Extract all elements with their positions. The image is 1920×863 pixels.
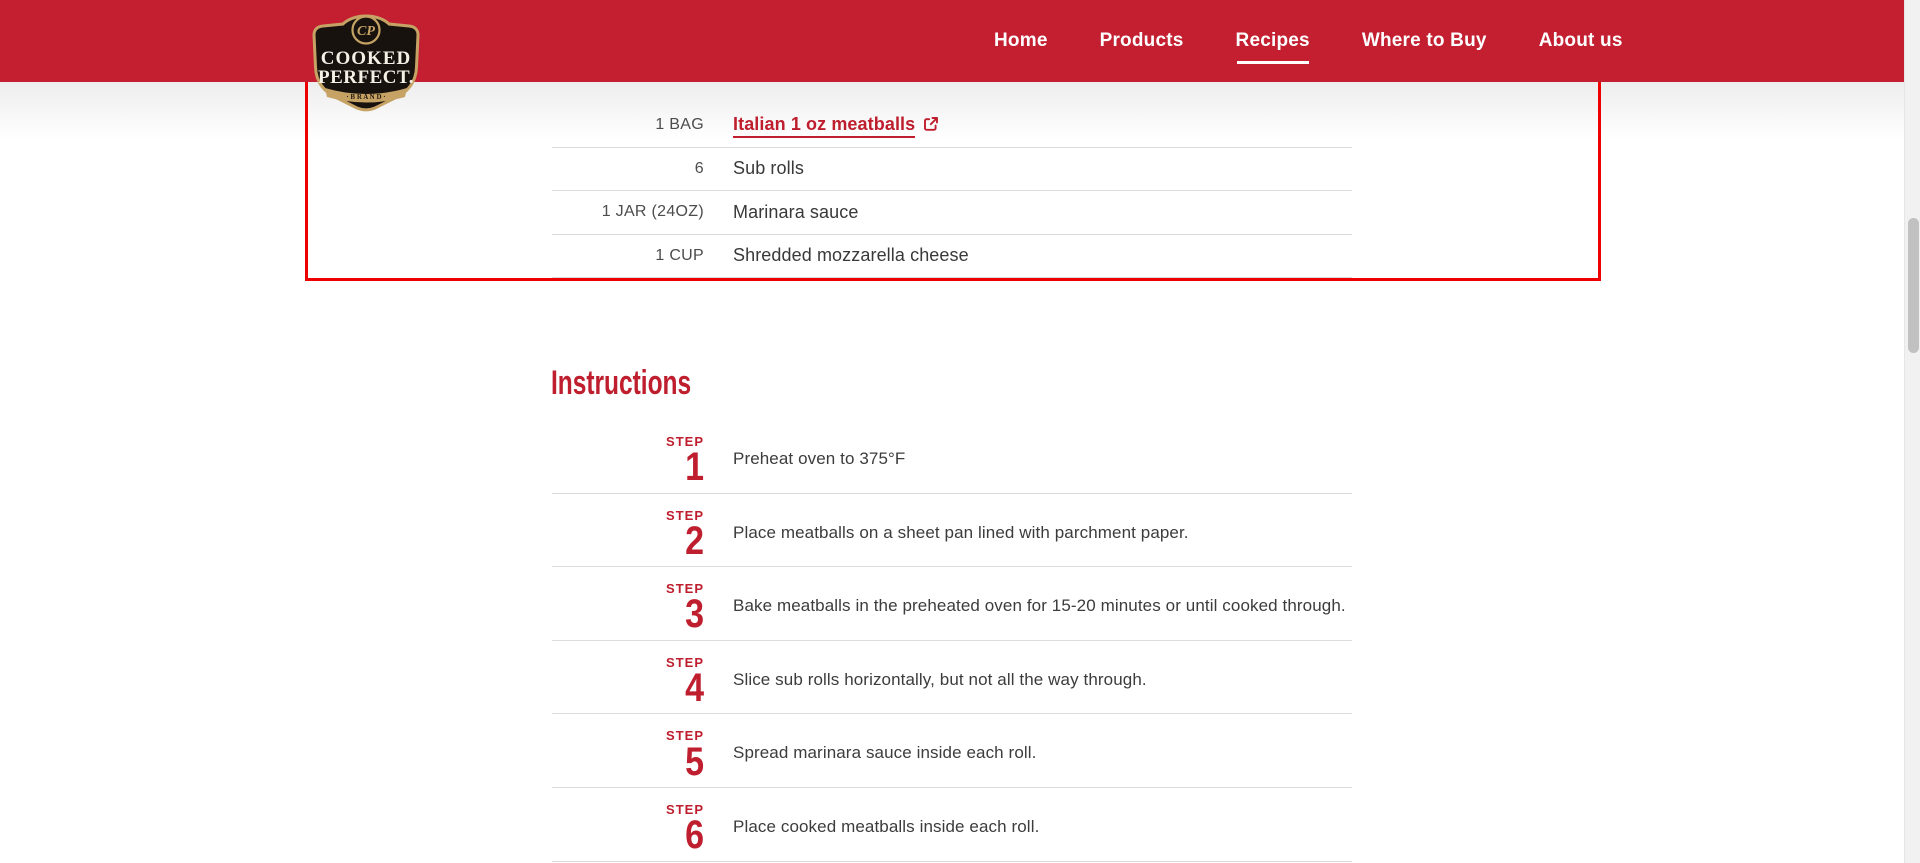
nav-item-about-us[interactable]: About us [1538, 30, 1623, 51]
nav-item-recipes[interactable]: Recipes [1235, 30, 1310, 51]
ingredient-quantity: 1 JAR (24OZ) [601, 203, 704, 221]
step-label: STEP [666, 581, 704, 597]
step-label: STEP [666, 654, 704, 670]
step-text: Place cooked meatballs inside each roll. [733, 816, 1040, 836]
step-row-5 [552, 714, 1352, 788]
site-header [0, 0, 1904, 82]
step-text: Bake meatballs in the preheated oven for 15-20 minutes or until cooked through. [733, 596, 1346, 616]
logo-text-line1: COOKED [320, 48, 412, 69]
step-text: Place meatballs on a sheet pan lined with parchment paper. [733, 522, 1189, 542]
logo-text-line2: PERFECT. [317, 67, 415, 88]
brand-logo-cooked-perfect[interactable] [303, 9, 429, 114]
step-row-4 [552, 641, 1352, 715]
scrollbar-thumb[interactable] [1908, 218, 1919, 353]
ingredients-table [552, 104, 1352, 278]
step-number: 4 [685, 666, 704, 711]
instructions-steps [552, 420, 1352, 862]
ingredient-quantity: 1 CUP [655, 246, 704, 264]
step-label: STEP [666, 507, 704, 523]
step-label: STEP [666, 434, 704, 449]
ingredient-link-italian-meatballs[interactable]: Italian 1 oz meatballs [733, 114, 915, 138]
step-text: Preheat oven to 375°F [733, 449, 906, 468]
step-number: 1 [685, 445, 704, 490]
main-nav [994, 0, 1623, 82]
step-number: 3 [685, 592, 704, 637]
step-row-1 [552, 420, 1352, 494]
instructions-heading: Instructions [551, 364, 692, 402]
step-text: Spread marinara sauce inside each roll. [733, 743, 1037, 763]
nav-item-home[interactable]: Home [994, 30, 1048, 51]
ingredient-name: Shredded mozzarella cheese [733, 245, 969, 266]
step-row-2 [552, 494, 1352, 568]
ingredient-row [552, 104, 1352, 148]
ingredient-name: Sub rolls [733, 158, 804, 179]
ingredient-quantity: 6 [694, 159, 704, 177]
scrollbar-track[interactable] [1904, 0, 1920, 863]
ingredient-row [552, 235, 1352, 279]
step-row-3 [552, 567, 1352, 641]
step-label: STEP [666, 728, 704, 744]
logo-monogram: CP [357, 24, 375, 39]
ingredient-quantity: 1 BAG [655, 116, 704, 134]
step-text: Slice sub rolls horizontally, but not all the way through. [733, 669, 1147, 689]
ingredient-name: Marinara sauce [733, 201, 859, 222]
ingredient-name [733, 114, 939, 137]
logo-band-text: · B R A N D · [346, 93, 386, 101]
step-number: 5 [685, 739, 704, 784]
nav-item-products[interactable]: Products [1099, 30, 1184, 51]
ingredient-row [552, 148, 1352, 192]
nav-item-where-to-buy[interactable]: Where to Buy [1361, 30, 1487, 51]
ingredient-row [552, 191, 1352, 235]
step-row-6 [552, 788, 1352, 862]
step-number: 2 [685, 518, 704, 563]
step-number: 6 [685, 813, 704, 858]
external-link-icon [923, 116, 939, 137]
step-label: STEP [666, 801, 704, 817]
